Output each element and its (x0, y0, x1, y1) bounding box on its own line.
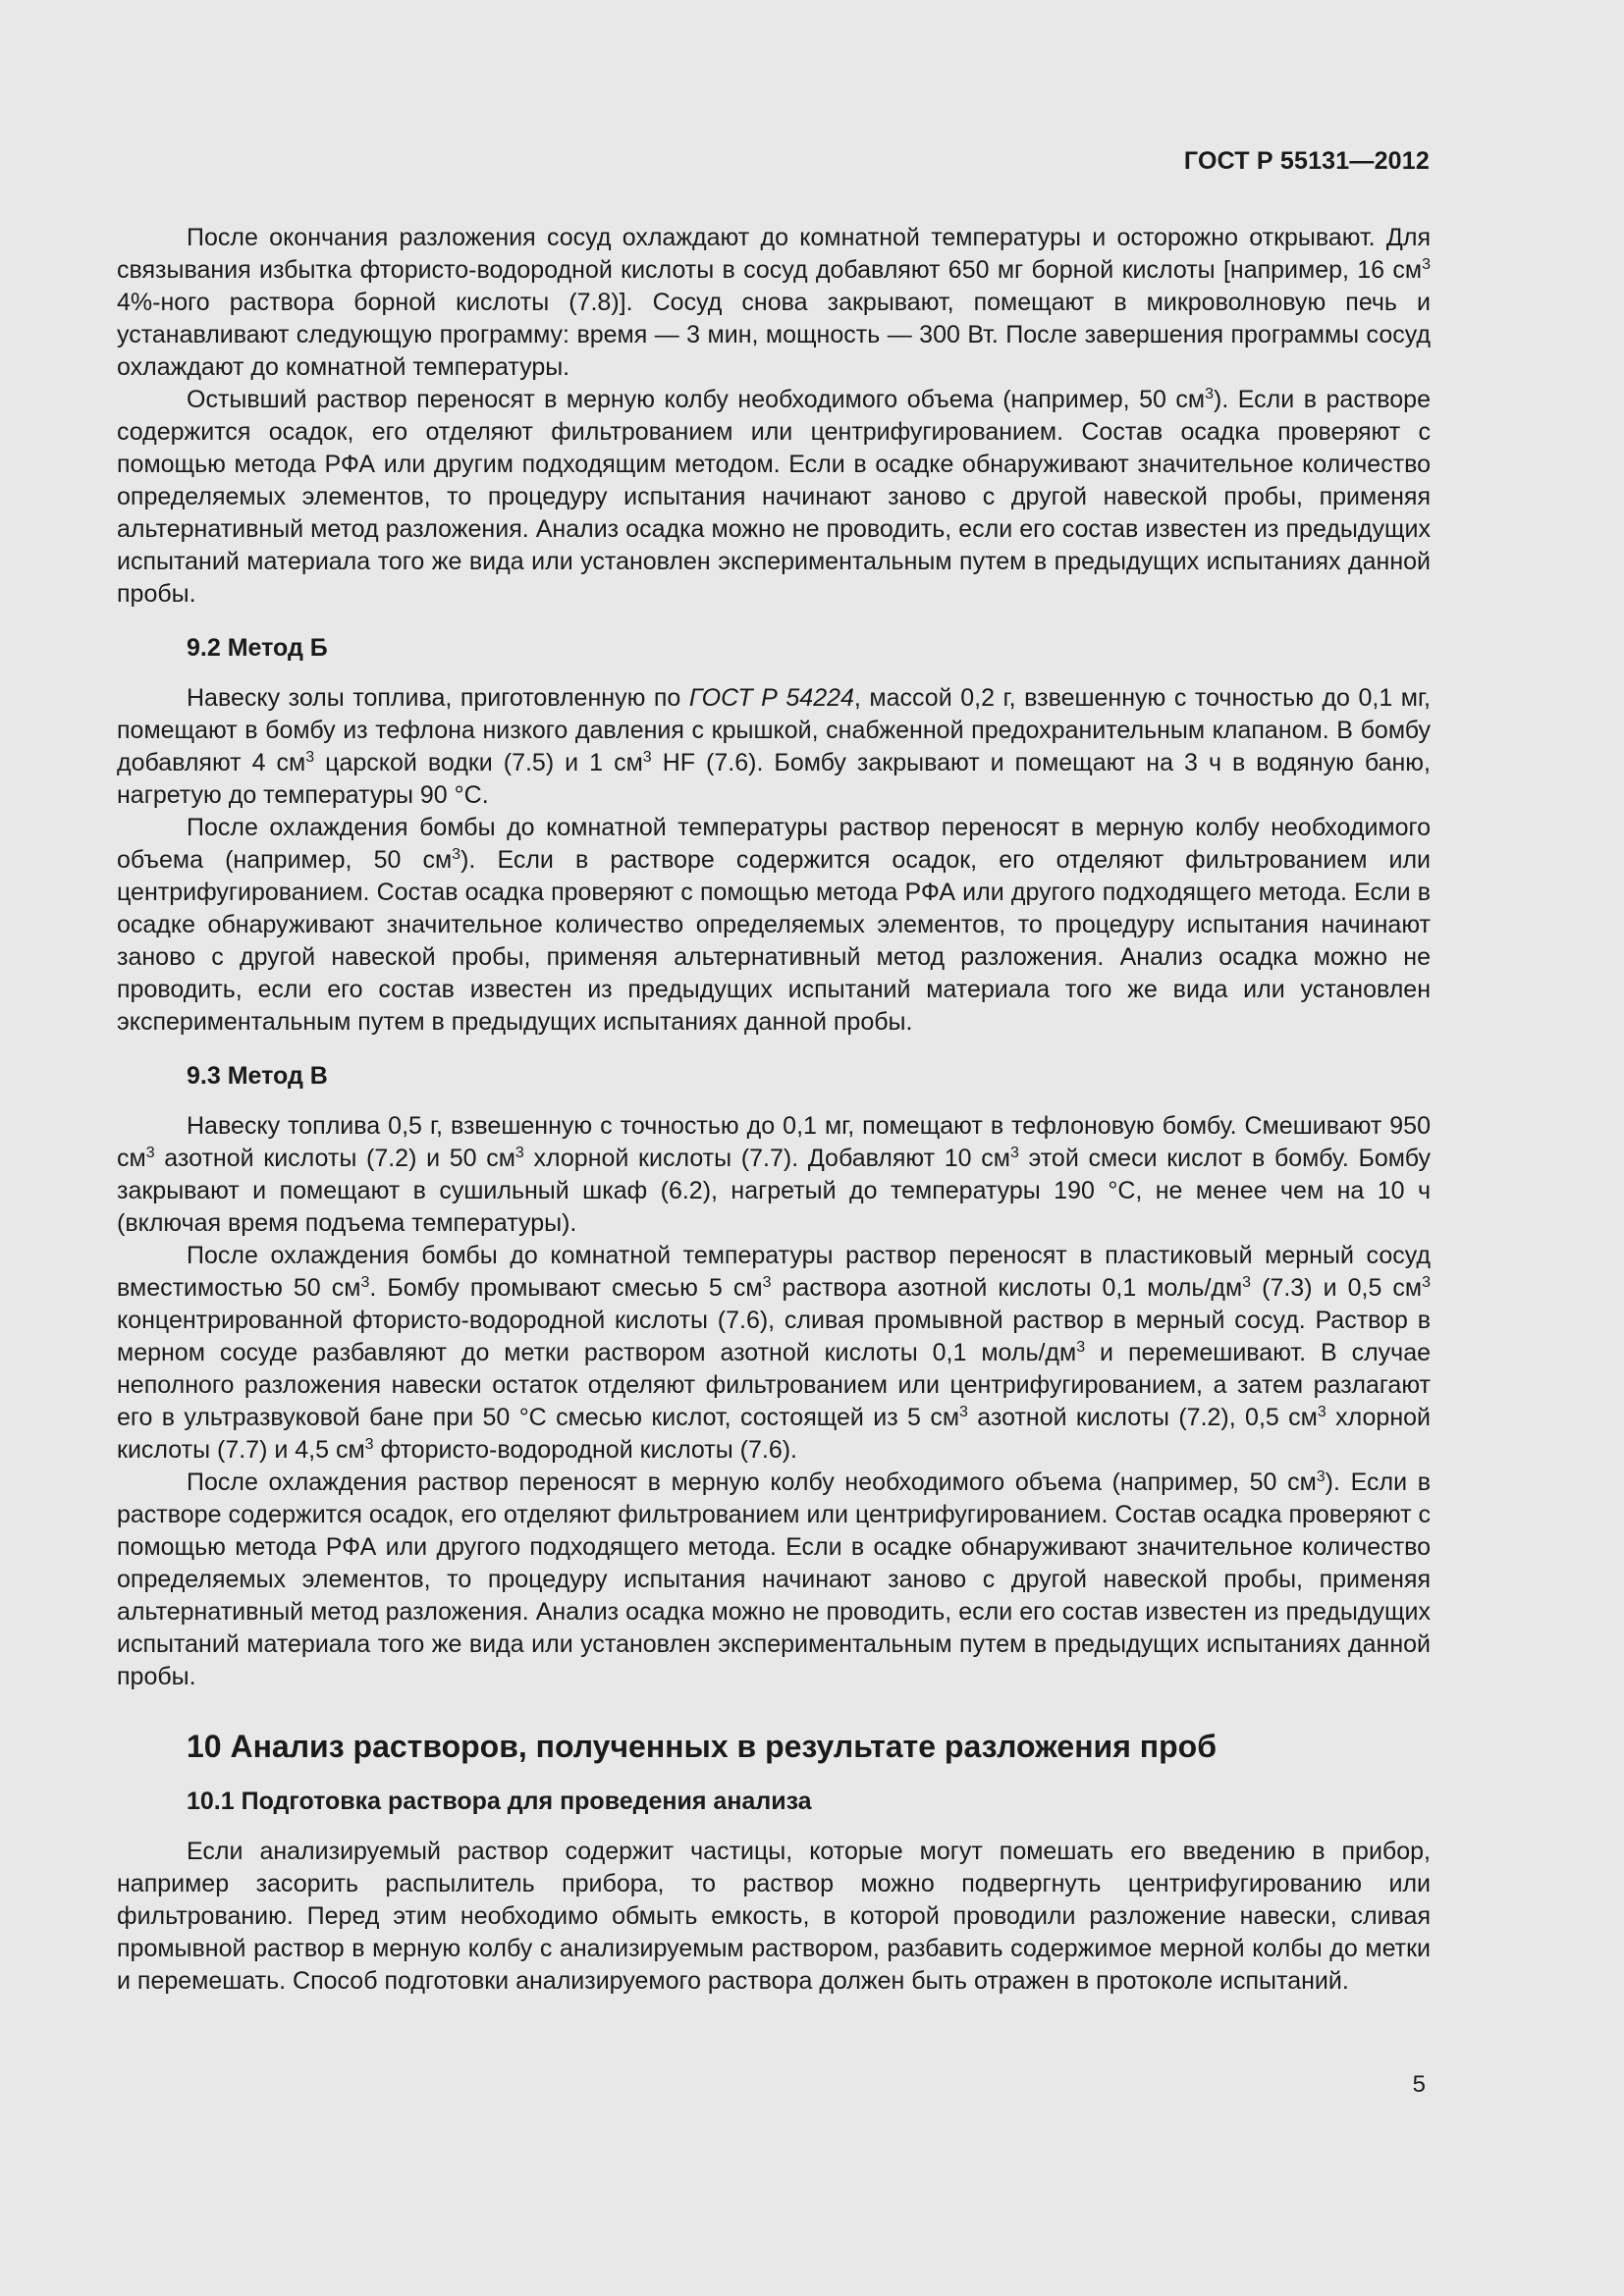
document-body (117, 222, 1431, 1998)
paragraph-10-1-preparation: Если анализируемый раствор содержит частицы, которые могут помешать его введению в прибор, например засорить распылитель прибора, то раствор можно подвергнуть центрифугированию или фильтрованию. Перед этим необходимо обмыть емкость, в которой проводили разложение навески, сливая промывной раствор в мерную колбу с анализируемым раствором, разбавить содержимое мерной колбы до метки и перемешать. Способ подготовки анализируемого раствора должен быть отражен в протоколе испытаний. (117, 1838, 1431, 1995)
paragraph-9-1-transfer: Остывший раствор переносят в мерную колбу необходимого объема (например, 50 $см^3$). Если в растворе содержится осадок, его отделяют фильтрованием или центрифугированием. Состав осадка проверяют с помощью метода РФА или другим подходящим методом. Если в осадке обнаруживают значительное количество определяемых элементов, то процедуру испытания начинают заново с другой навеской пробы, применяя альтернативный метод разложения. Анализ осадка можно не проводить, если его состав известен из предыдущих испытаний материала того же вида или установлен экспериментальным путем в предыдущих испытаниях данной пробы. (117, 386, 1431, 608)
standard-reference: ГОСТ Р 54224 (688, 684, 854, 712)
section-heading-9-3: 9.3 Метод В (187, 1062, 328, 1090)
document-code: ГОСТ Р 55131—2012 (1183, 147, 1430, 175)
section-heading-10: 10 Анализ растворов, полученных в результате разложения проб (187, 1729, 1217, 1764)
section-heading-10-1: 10.1 Подготовка раствора для проведения анализа (187, 1788, 812, 1815)
paragraph-9-3-transfer: После охлаждения раствор переносят в мерную колбу необходимого объема (например, 50 $см^3$). Если в растворе содержится осадок, его отделяют фильтрованием или центрифугированием. Состав осадка проверяют с помощью метода РФА или другого подходящего метода. Если в осадке обнаруживают значительное количество определяемых элементов, то процедуру испытания начинают заново с другой навеской пробы, применяя альтернативный метод разложения. Анализ осадка можно не проводить, если его состав известен из предыдущих испытаний материала того же вида или установлен экспериментальным путем в предыдущих испытаниях данной пробы. (117, 1468, 1431, 1690)
section-heading-9-2: 9.2 Метод Б (187, 634, 328, 662)
page-number: 5 (1412, 2071, 1426, 2098)
paragraph-9-1-cooling: После окончания разложения сосуд охлаждают до комнатной температуры и осторожно открывают. Для связывания избытка фтористо-водородной кислоты в сосуд добавляют 650 мг борной кислоты [например, 16 $см^3$ 4%-ного раствора борной кислоты (7.8)]. Сосуд снова закрывают, помещают в микроволновую печь и устанавливают следующую программу: время — 3 мин, мощность — 300 Вт. После завершения программы сосуд охлаждают до комнатной температуры. (117, 224, 1431, 381)
paragraph-9-3-rinse: После охлаждения бомбы до комнатной температуры раствор переносят в пластиковый мерный сосуд вместимостью 50 $см^3$. Бомбу промывают смесью 5 $см^3$ раствора азотной кислоты 0,1 моль/$дм^3$ (7.3) и 0,5 $см^3$ концентрированной фтористо-водородной кислоты (7.6), сливая промывной раствор в мерный сосуд. Раствор в мерном сосуде разбавляют до метки раствором азотной кислоты 0,1 моль/$дм^3$ и перемешивают. В случае неполного разложения навески остаток отделяют фильтрованием или центрифугированием, а затем разлагают его в ультразвуковой бане при 50 °С смесью кислот, состоящей из 5 $см^3$ азотной кислоты (7.2), 0,5 $см^3$ хлорной кислоты (7.7) и 4,5 $см^3$ фтористо-водородной кислоты (7.6). (117, 1242, 1432, 1464)
paragraph-9-2-sample: Навеску золы топлива, приготовленную по ГОСТ Р 54224, массой 0,2 г, взвешенную с точностью до 0,1 мг, помещают в бомбу из тефлона низкого давления с крышкой, снабженной предохранительным клапаном. В бомбу добавляют 4 $см^3$ царской водки (7.5) и 1 $см^3$ HF (7.6). Бомбу закрывают и помещают на 3 ч в водяную баню, нагретую до температуры 90 °С. (117, 684, 1432, 809)
paragraph-9-3-sample: Навеску топлива 0,5 г, взвешенную с точностью до 0,1 мг, помещают в тефлоновую бомбу. Смешивают 950 $см^3$ азотной кислоты (7.2) и 50 $см^3$ хлорной кислоты (7.7). Добавляют 10 $см^3$ этой смеси кислот в бомбу. Бомбу закрывают и помещают в сушильный шкаф (6.2), нагретый до температуры 190 °С, не менее чем на 10 ч (включая время подъема температуры). (117, 1112, 1431, 1237)
paragraph-9-2-cooling: После охлаждения бомбы до комнатной температуры раствор переносят в мерную колбу необходимого объема (например, 50 $см^3$). Если в растворе содержится осадок, его отделяют фильтрованием или центрифугированием. Состав осадка проверяют с помощью метода РФА или другого подходящего метода. Если в осадке обнаруживают значительное количество определяемых элементов, то процедуру испытания начинают заново с другой навеской пробы, применяя альтернативный метод разложения. Анализ осадка можно не проводить, если его состав известен из предыдущих испытаний материала того же вида или установлен экспериментальным путем в предыдущих испытаниях данной пробы. (117, 814, 1431, 1036)
